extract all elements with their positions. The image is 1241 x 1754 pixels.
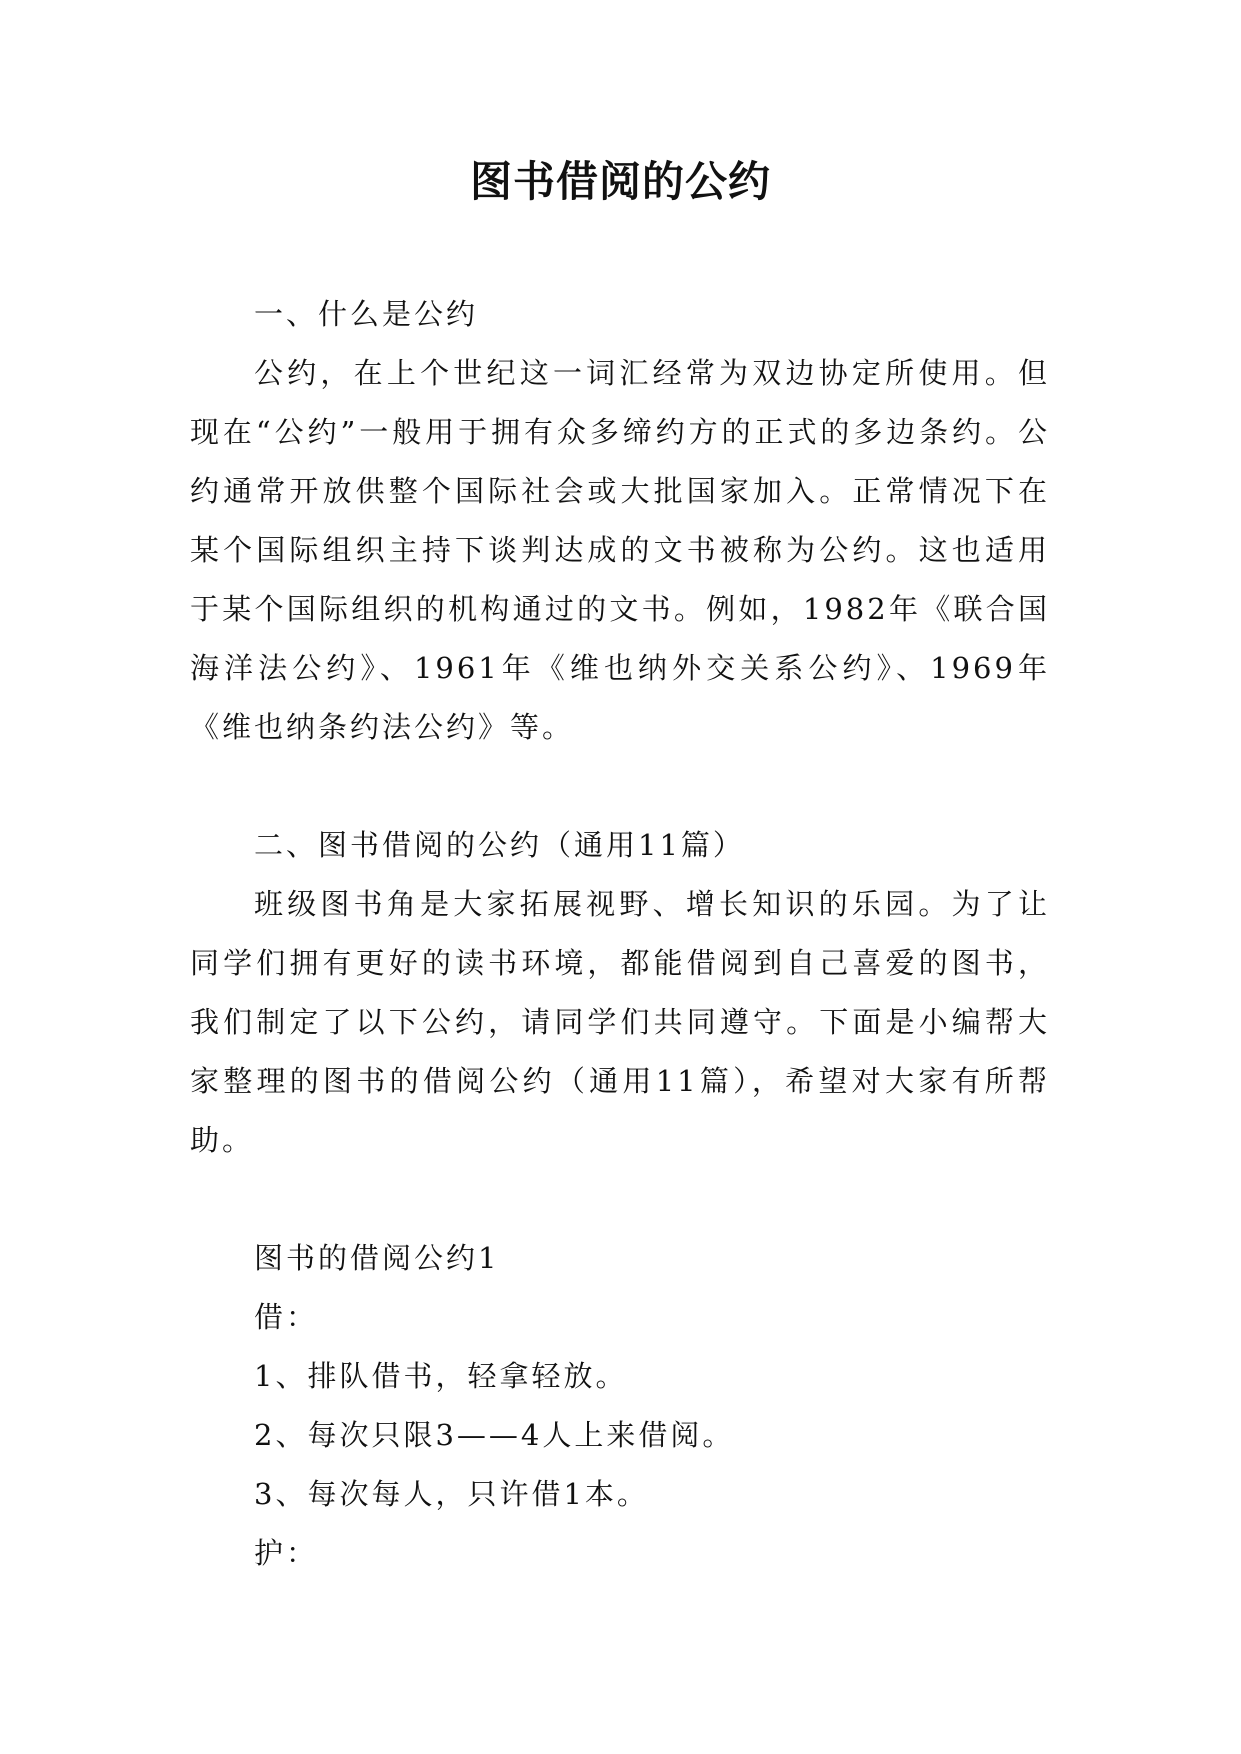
rule-item-3: 3、每次每人，只许借1本。 <box>254 1477 649 1511</box>
section-2-paragraph: 班级图书角是大家拓展视野、增长知识的乐园。为了让同学们拥有更好的读书环境，都能借阅到自己喜爱的图书，我们制定了以下公约，请同学们共同遵守。下面是小编帮大家整理的图书的借阅公约（通用11篇），希望对大家有所帮助。 <box>190 887 1050 1157</box>
section-spacer <box>190 1170 1050 1229</box>
section-1-paragraph: 公约，在上个世纪这一词汇经常为双边协定所使用。但现在“公约”一般用于拥有众多缔约方的正式的多边条约。公约通常开放供整个国际社会或大批国家加入。正常情况下在某个国际组织主持下谈判达成的文书被称为公约。这也适用于某个国际组织的机构通过的文书。例如，1982年《联合国海洋法公约》、1961年《维也纳外交关系公约》、1969年《维也纳条约法公约》等。 <box>190 356 1050 744</box>
borrow-label: 借： <box>254 1300 319 1334</box>
section-1-heading: 一、什么是公约 <box>254 297 479 331</box>
rule-item-1: 1、排队借书，轻拿轻放。 <box>254 1359 628 1393</box>
document-body <box>190 285 1050 1583</box>
section-2-heading: 二、图书借阅的公约（通用11篇） <box>254 828 745 862</box>
convention-1-title: 图书的借阅公约1 <box>254 1241 500 1275</box>
protect-label: 护： <box>254 1536 319 1570</box>
section-spacer <box>190 757 1050 816</box>
document-title: 图书借阅的公约 <box>469 157 771 206</box>
rule-item-2: 2、每次只限3——4人上来借阅。 <box>254 1418 735 1452</box>
